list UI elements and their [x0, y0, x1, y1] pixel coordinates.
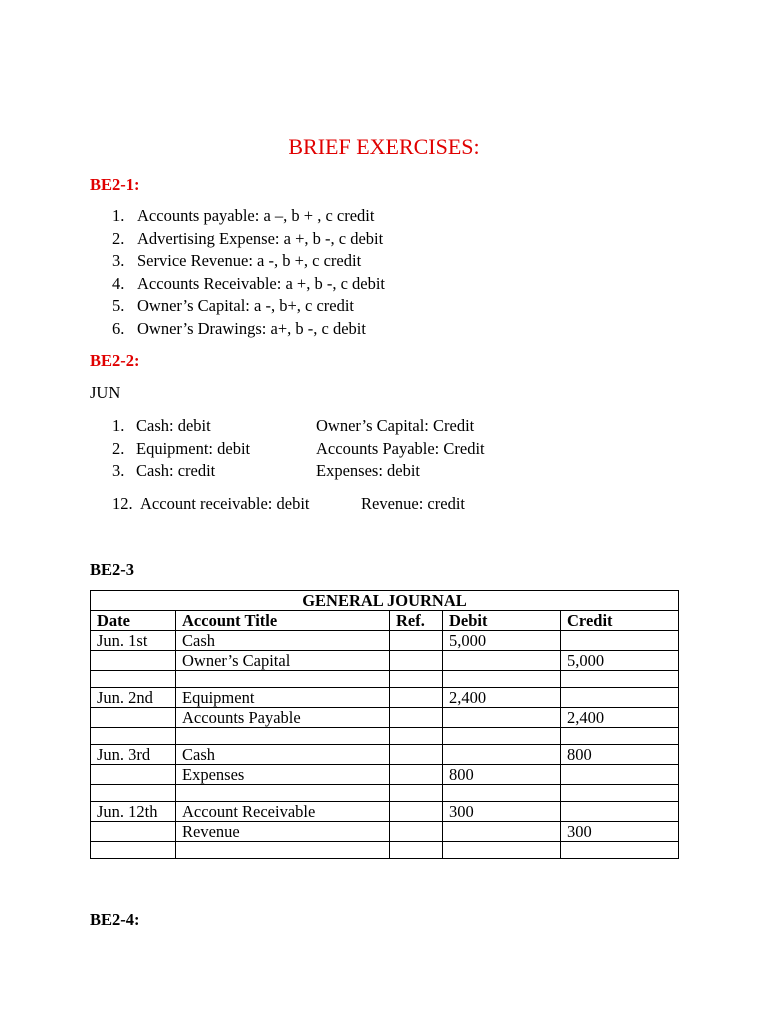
- cell-account-title: Account Receivable: [176, 802, 390, 822]
- list-item: 5. Owner’s Capital: a -, b+, c credit: [112, 296, 355, 315]
- cell-date: [91, 765, 176, 785]
- cell-date: [91, 708, 176, 728]
- be2-2-item-num: 1.: [112, 416, 125, 435]
- cell-account-title: Owner’s Capital: [176, 651, 390, 671]
- month-label: JUN: [90, 383, 121, 402]
- cell-ref: [390, 708, 443, 728]
- cell-credit: 2,400: [561, 708, 679, 728]
- be2-4-heading: BE2-4:: [90, 910, 140, 929]
- cell-account-title: Cash: [176, 631, 390, 651]
- be2-2-item-right: Accounts Payable: Credit: [316, 439, 485, 458]
- table-body: [91, 631, 679, 859]
- table-row: [91, 802, 679, 822]
- cell-date: Jun. 1st: [91, 631, 176, 651]
- cell-date: [91, 671, 176, 688]
- cell-credit: 800: [561, 745, 679, 765]
- table-row: [91, 765, 679, 785]
- column-header: Ref.: [390, 611, 443, 631]
- page-title: BRIEF EXERCISES:: [288, 134, 480, 159]
- cell-credit: 5,000: [561, 651, 679, 671]
- cell-ref: [390, 631, 443, 651]
- cell-date: Jun. 3rd: [91, 745, 176, 765]
- cell-ref: [390, 688, 443, 708]
- cell-ref: [390, 671, 443, 688]
- table-title: GENERAL JOURNAL: [91, 591, 679, 611]
- be2-2-extra-right: Revenue: credit: [361, 494, 465, 513]
- cell-ref: [390, 728, 443, 745]
- cell-debit: 300: [443, 802, 561, 822]
- cell-account-title: Accounts Payable: [176, 708, 390, 728]
- be2-2-item-num: 3.: [112, 461, 125, 480]
- be2-2-extra-left: Account receivable: debit: [140, 494, 310, 513]
- cell-date: [91, 728, 176, 745]
- be2-2-item-right: Expenses: debit: [316, 461, 421, 480]
- list-item: 3. Service Revenue: a -, b +, c credit: [112, 251, 362, 270]
- be2-2-extra-num: 12.: [112, 494, 133, 513]
- list-item: 6. Owner’s Drawings: a+, b -, c debit: [112, 318, 366, 338]
- be2-2-item-right: Owner’s Capital: Credit: [316, 416, 475, 435]
- be2-1-list: [112, 205, 385, 340]
- cell-account-title: [176, 671, 390, 688]
- cell-account-title: Cash: [176, 745, 390, 765]
- cell-credit: [561, 688, 679, 708]
- table-row: [91, 842, 679, 859]
- cell-date: [91, 785, 176, 802]
- cell-date: [91, 842, 176, 859]
- table-row: [91, 671, 679, 688]
- table-row: [91, 708, 679, 728]
- table-header-row: [91, 611, 679, 631]
- table-title-row: [91, 591, 679, 611]
- table-row: [91, 785, 679, 802]
- cell-credit: [561, 765, 679, 785]
- table-row: [91, 822, 679, 842]
- be2-2-item-left: Cash: debit: [136, 416, 211, 435]
- cell-debit: [443, 822, 561, 842]
- be2-1-heading: BE2-1:: [90, 175, 140, 194]
- column-header: Date: [91, 611, 176, 631]
- cell-debit: 5,000: [443, 631, 561, 651]
- cell-ref: [390, 822, 443, 842]
- cell-date: Jun. 12th: [91, 802, 176, 822]
- cell-credit: [561, 785, 679, 802]
- cell-ref: [390, 765, 443, 785]
- cell-ref: [390, 842, 443, 859]
- cell-credit: [561, 842, 679, 859]
- cell-debit: [443, 728, 561, 745]
- cell-date: Jun. 2nd: [91, 688, 176, 708]
- cell-credit: [561, 802, 679, 822]
- be2-2-item-num: 2.: [112, 439, 125, 458]
- cell-account-title: [176, 728, 390, 745]
- table-row: [91, 745, 679, 765]
- cell-debit: [443, 671, 561, 688]
- cell-credit: [561, 671, 679, 688]
- be2-3-heading: BE2-3: [90, 560, 135, 579]
- cell-debit: [443, 708, 561, 728]
- be2-2-heading: BE2-2:: [90, 351, 140, 370]
- table-row: [91, 631, 679, 651]
- column-header: Credit: [561, 611, 679, 631]
- cell-date: [91, 822, 176, 842]
- cell-ref: [390, 651, 443, 671]
- cell-debit: [443, 651, 561, 671]
- cell-date: [91, 651, 176, 671]
- general-journal-table: [90, 590, 679, 859]
- column-header: Debit: [443, 611, 561, 631]
- cell-account-title: Revenue: [176, 822, 390, 842]
- cell-account-title: Expenses: [176, 765, 390, 785]
- cell-ref: [390, 785, 443, 802]
- cell-account-title: [176, 785, 390, 802]
- cell-debit: [443, 745, 561, 765]
- cell-credit: [561, 728, 679, 745]
- table-row: [91, 688, 679, 708]
- cell-account-title: Equipment: [176, 688, 390, 708]
- be2-2-item-left: Cash: credit: [136, 461, 216, 480]
- cell-ref: [390, 745, 443, 765]
- cell-credit: [561, 631, 679, 651]
- cell-debit: 800: [443, 765, 561, 785]
- be2-2-item-left: Equipment: debit: [136, 439, 251, 458]
- column-header: Account Title: [176, 611, 390, 631]
- cell-credit: 300: [561, 822, 679, 842]
- cell-debit: 2,400: [443, 688, 561, 708]
- cell-debit: [443, 842, 561, 859]
- cell-ref: [390, 802, 443, 822]
- list-item: 4. Accounts Receivable: a +, b -, c debit: [112, 273, 386, 293]
- cell-account-title: [176, 842, 390, 859]
- table-row: [91, 651, 679, 671]
- table-row: [91, 728, 679, 745]
- list-item: 2. Advertising Expense: a +, b -, c debit: [112, 228, 384, 248]
- list-item: 1. Accounts payable: a –, b + , c credit: [112, 206, 375, 225]
- cell-debit: [443, 785, 561, 802]
